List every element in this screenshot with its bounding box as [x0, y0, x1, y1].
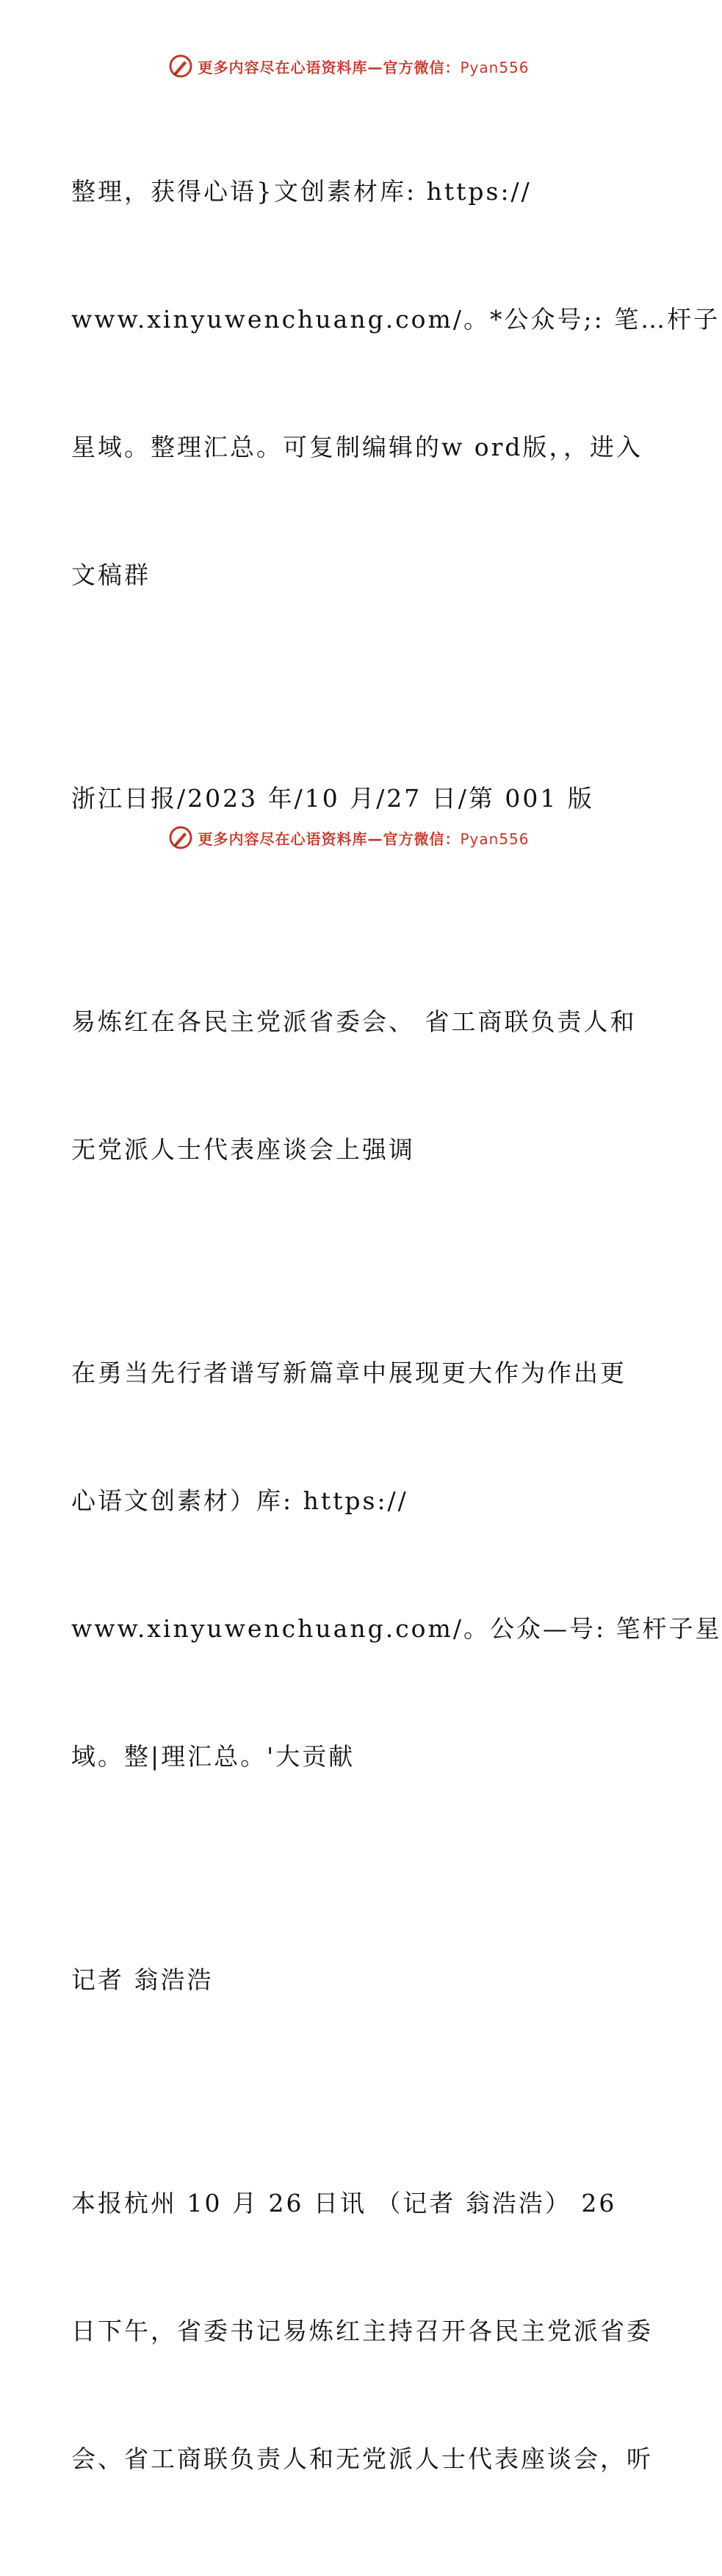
footer-watermark — [0, 823, 698, 852]
text-line: www.xinyuwenchuang.com/。公众—号: 笔杆子星 — [71, 1614, 722, 1643]
pen-logo-icon — [168, 825, 193, 850]
document-body — [71, 85, 722, 2576]
watermark-text: 更多内容尽在心语资料库—官方微信：Pyan556 — [198, 830, 530, 848]
header-watermark — [0, 51, 698, 81]
paragraph-byline — [71, 1874, 629, 2087]
paragraph-body — [71, 2097, 653, 2566]
text-line: www.xinyuwenchuang.com/。*公众号;: 笔…杆子 — [71, 305, 721, 334]
text-line: 浙江日报/2023 年/10 月/27 日/第 001 版 — [71, 784, 594, 813]
text-line: 星域。整理汇总。可复制编辑的w ord版，，进入 — [71, 433, 643, 461]
text-line: 会、省工商联负责人和无党派人士代表座谈会，听 — [71, 2444, 653, 2473]
text-line: 日下午，省委书记易炼红主持召开各民主党派省委 — [71, 2317, 653, 2345]
text-line: 无党派人士代表座谈会上强调 — [71, 1135, 415, 1164]
text-line: 心语文创素材）库: https:// — [71, 1486, 408, 1515]
paragraph-intro — [71, 85, 721, 682]
text-line: 文稿群 — [71, 561, 151, 589]
text-line: 在勇当先行者谱写新篇章中展现更大作为作出更 — [71, 1359, 627, 1387]
paragraph-headline — [71, 915, 637, 1256]
pen-logo-icon — [168, 54, 193, 79]
text-line: 整理，获得心语}文创素材库: https:// — [71, 177, 532, 206]
text-line: 本报杭州 10 月 26 日讯 （记者 翁浩浩） 26 — [71, 2189, 617, 2217]
watermark-text: 更多内容尽在心语资料库—官方微信：Pyan556 — [198, 58, 530, 76]
text-line: 易炼红在各民主党派省委会、 省工商联负责人和 — [71, 1007, 637, 1036]
paragraph-title — [71, 1267, 722, 1863]
paragraph-source — [71, 692, 629, 905]
text-line: 域。整|理汇总。'大贡献 — [71, 1742, 355, 1771]
text-line: 记者 翁浩浩 — [71, 1965, 214, 1994]
